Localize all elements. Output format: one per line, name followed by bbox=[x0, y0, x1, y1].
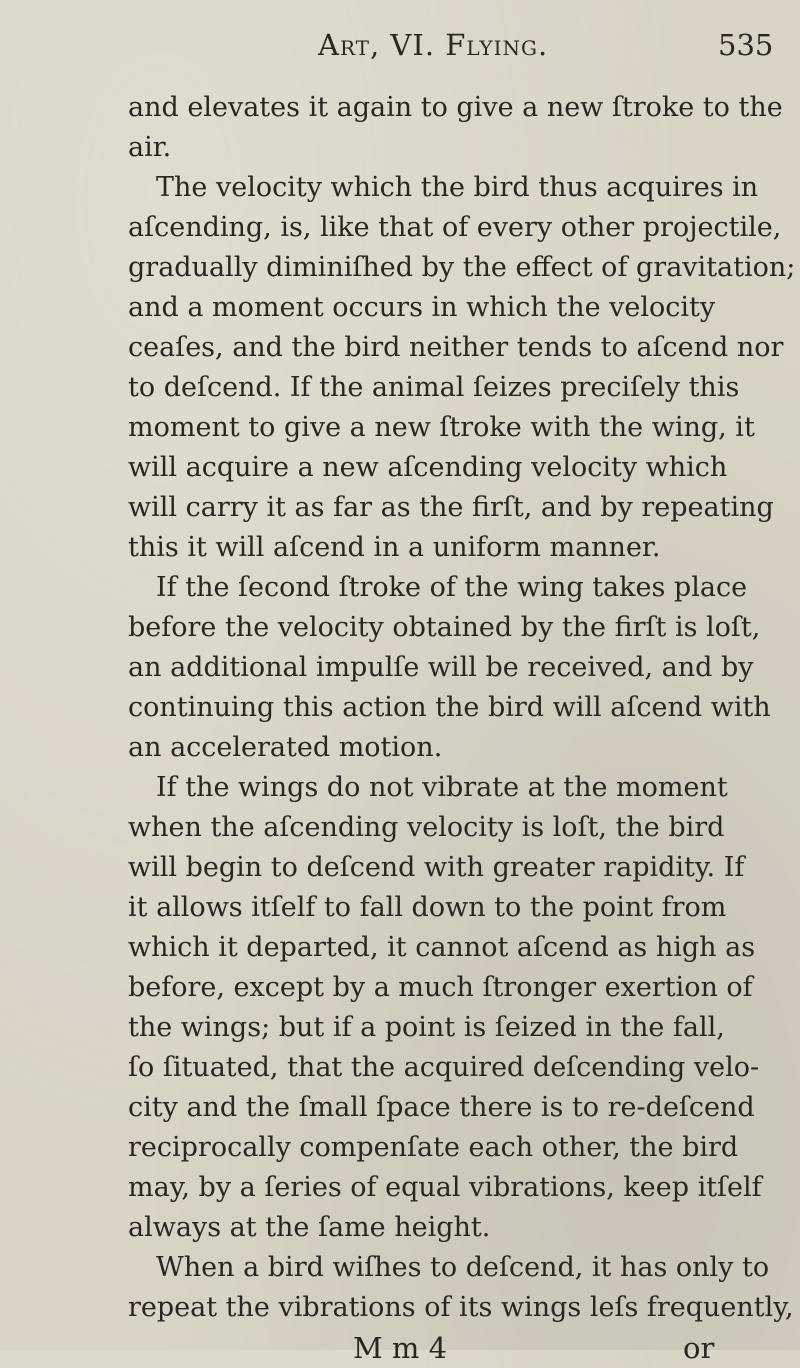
text-line: an additional impulſe will be received, and by bbox=[128, 652, 754, 683]
text-line: which it departed, it cannot aſcend as high as bbox=[128, 932, 756, 963]
paragraph-start-line: The velocity which the bird thus acquires in bbox=[156, 172, 759, 203]
catchword: or bbox=[683, 1331, 715, 1365]
body-text bbox=[128, 88, 796, 1368]
text-line: before the velocity obtained by the firſt is loſt, bbox=[128, 612, 761, 643]
text-line: it allows itſelf to fall down to the point from bbox=[128, 892, 727, 923]
text-line: always at the ſame height. bbox=[128, 1212, 491, 1243]
text-line: and elevates it again to give a new ſtroke to the bbox=[128, 92, 783, 123]
running-title: Art, VI. Flying. bbox=[318, 28, 549, 62]
paragraph-start-line: When a bird wiſhes to deſcend, it has only to bbox=[156, 1252, 770, 1283]
text-line: to deſcend. If the animal ſeizes preciſely this bbox=[128, 372, 740, 403]
running-head bbox=[0, 28, 800, 64]
text-line: repeat the vibrations of its wings leſs frequently, bbox=[128, 1292, 794, 1323]
footer-line bbox=[128, 1328, 715, 1368]
page-number: 535 bbox=[718, 28, 774, 62]
text-line: will begin to deſcend with greater rapidity. If bbox=[128, 852, 745, 883]
text-line: air. bbox=[128, 132, 172, 163]
text-line: and a moment occurs in which the velocity bbox=[128, 292, 716, 323]
text-line: will acquire a new aſcending velocity which bbox=[128, 452, 728, 483]
text-line: gradually diminiſhed by the effect of gravitation; bbox=[128, 252, 796, 283]
text-line: before, except by a much ſtronger exertion of bbox=[128, 972, 753, 1003]
text-line: this it will aſcend in a uniform manner. bbox=[128, 532, 661, 563]
paragraph-start-line: If the wings do not vibrate at the moment bbox=[156, 772, 728, 803]
paragraph-start-line: If the ſecond ſtroke of the wing takes place bbox=[156, 572, 748, 603]
text-line: ceaſes, and the bird neither tends to aſcend nor bbox=[128, 332, 784, 363]
text-line: when the aſcending velocity is loſt, the bird bbox=[128, 812, 725, 843]
text-line: an accelerated motion. bbox=[128, 732, 443, 763]
text-line: ſo ſituated, that the acquired deſcending velo- bbox=[128, 1052, 760, 1083]
text-line: continuing this action the bird will aſcend with bbox=[128, 692, 771, 723]
text-line: aſcending, is, like that of every other projectile, bbox=[128, 212, 782, 243]
signature-mark: M m 4 bbox=[353, 1331, 448, 1365]
text-line: city and the ſmall ſpace there is to re-deſcend bbox=[128, 1092, 755, 1123]
text-line: moment to give a new ſtroke with the wing, it bbox=[128, 412, 755, 443]
text-line: the wings; but if a point is ſeized in the fall, bbox=[128, 1012, 725, 1043]
text-line: will carry it as far as the firſt, and by repeating bbox=[128, 492, 774, 523]
text-line: reciprocally compenſate each other, the bird bbox=[128, 1132, 739, 1163]
text-line: may, by a ſeries of equal vibrations, keep itſelf bbox=[128, 1172, 762, 1203]
